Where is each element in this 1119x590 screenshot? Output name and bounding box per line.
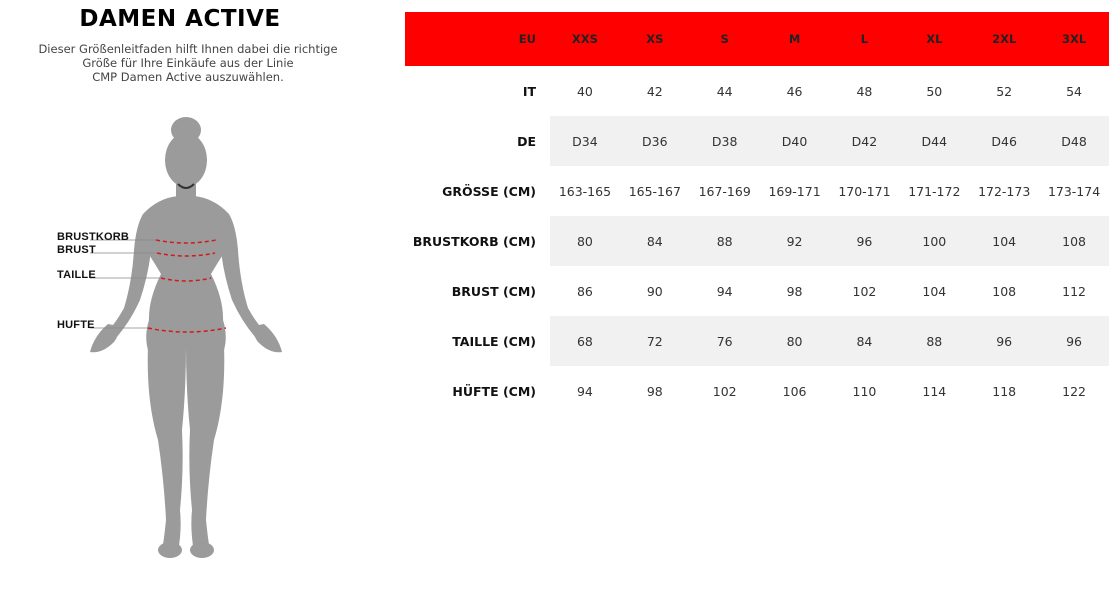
subtitle-line: Größe für Ihre Einkäufe aus der Linie (82, 56, 294, 70)
table-cell: 98 (786, 283, 803, 299)
table-cell: 86 (576, 283, 593, 299)
header-cell-size: XS (646, 32, 664, 46)
table-row-it (405, 66, 1109, 116)
table-cell: 100 (899, 216, 969, 266)
table-cell: D38 (690, 116, 760, 166)
table-cell: 171-172 (908, 183, 961, 199)
table-cell: 167-169 (698, 183, 751, 199)
table-cell: 48 (856, 83, 873, 99)
table-cell: 94 (576, 383, 593, 399)
header-cell-size: XXS (571, 32, 598, 46)
table-cell: 163-165 (558, 183, 612, 199)
row-label: BRUSTKORB (CM) (405, 216, 550, 266)
header-cell-size: 2XL (992, 32, 1017, 46)
table-row-groesse (405, 166, 1109, 216)
table-cell: 172-173 (978, 183, 1031, 199)
row-label: DE (405, 116, 550, 166)
table-cell: 88 (690, 216, 760, 266)
table-cell: 118 (992, 383, 1017, 399)
measure-label-brustkorb: BRUSTKORB (57, 231, 130, 243)
table-cell: 46 (786, 83, 803, 99)
table-cell: 54 (1066, 83, 1083, 99)
table-row-brustkorb (405, 216, 1109, 266)
table-cell: 72 (620, 316, 690, 366)
table-row-brust (405, 266, 1109, 316)
table-cell: 122 (1062, 383, 1086, 399)
table-cell: 44 (716, 83, 733, 99)
header-cell-eu: EU (518, 32, 536, 46)
header-cell-size: S (720, 32, 729, 46)
table-cell: 110 (852, 383, 877, 399)
row-label: HÜFTE (CM) (405, 366, 550, 416)
table-cell: D40 (760, 116, 830, 166)
table-cell: 173-174 (1047, 183, 1101, 199)
table-cell: D46 (969, 116, 1039, 166)
table-cell: 84 (830, 316, 900, 366)
table-cell: 96 (969, 316, 1039, 366)
measure-label-brust: BRUST (57, 244, 96, 256)
table-cell: 80 (550, 216, 620, 266)
table-cell: 68 (550, 316, 620, 366)
table-cell: 76 (690, 316, 760, 366)
table-cell: D42 (830, 116, 900, 166)
table-cell: 90 (646, 283, 663, 299)
table-cell: 104 (922, 283, 947, 299)
table-row-huefte (405, 366, 1109, 416)
page-subtitle (18, 42, 358, 84)
table-cell: 40 (576, 83, 593, 99)
woman-silhouette-icon (40, 110, 330, 570)
header-cell-size: M (788, 32, 801, 46)
row-label: GRÖSSE (CM) (405, 166, 550, 216)
table-cell: 112 (1062, 283, 1086, 299)
table-cell: 94 (716, 283, 733, 299)
header-cell-size: XL (926, 32, 943, 46)
subtitle-line: CMP Damen Active auszuwählen. (92, 70, 284, 84)
size-header-row (405, 12, 1109, 66)
table-cell: D34 (550, 116, 620, 166)
table-cell: 98 (646, 383, 663, 399)
table-cell: 104 (969, 216, 1039, 266)
measure-label-hufte: HUFTE (57, 319, 95, 331)
table-row-taille (405, 316, 1109, 366)
table-cell: 106 (782, 383, 807, 399)
row-label: TAILLE (CM) (405, 316, 550, 366)
table-cell: 169-171 (768, 183, 821, 199)
measure-label-taille: TAILLE (57, 269, 96, 281)
table-cell: 50 (926, 83, 943, 99)
table-cell: 92 (760, 216, 830, 266)
header-cell-size: 3XL (1061, 32, 1087, 46)
row-label: BRUST (CM) (405, 266, 550, 316)
table-cell: 108 (992, 283, 1017, 299)
table-cell: 102 (712, 383, 737, 399)
row-label: IT (405, 66, 550, 116)
table-cell: 96 (830, 216, 900, 266)
table-cell: 170-171 (838, 183, 891, 199)
table-cell: 165-167 (628, 183, 681, 199)
table-cell: 96 (1039, 316, 1109, 366)
table-cell: D44 (899, 116, 969, 166)
table-cell: 108 (1039, 216, 1109, 266)
table-cell: D36 (620, 116, 690, 166)
body-measurement-figure (40, 110, 330, 570)
size-chart-table (405, 12, 1109, 416)
table-cell: 84 (620, 216, 690, 266)
table-cell: 42 (646, 83, 663, 99)
table-cell: 102 (852, 283, 877, 299)
table-cell: 80 (760, 316, 830, 366)
table-cell: 114 (922, 383, 947, 399)
table-row-de (405, 116, 1109, 166)
subtitle-line: Dieser Größenleitfaden hilft Ihnen dabei die richtige (38, 42, 338, 56)
table-cell: 52 (996, 83, 1013, 99)
table-cell: 88 (899, 316, 969, 366)
header-cell-size: L (860, 32, 869, 46)
page-title: DAMEN ACTIVE (79, 6, 281, 32)
table-cell: D48 (1039, 116, 1109, 166)
